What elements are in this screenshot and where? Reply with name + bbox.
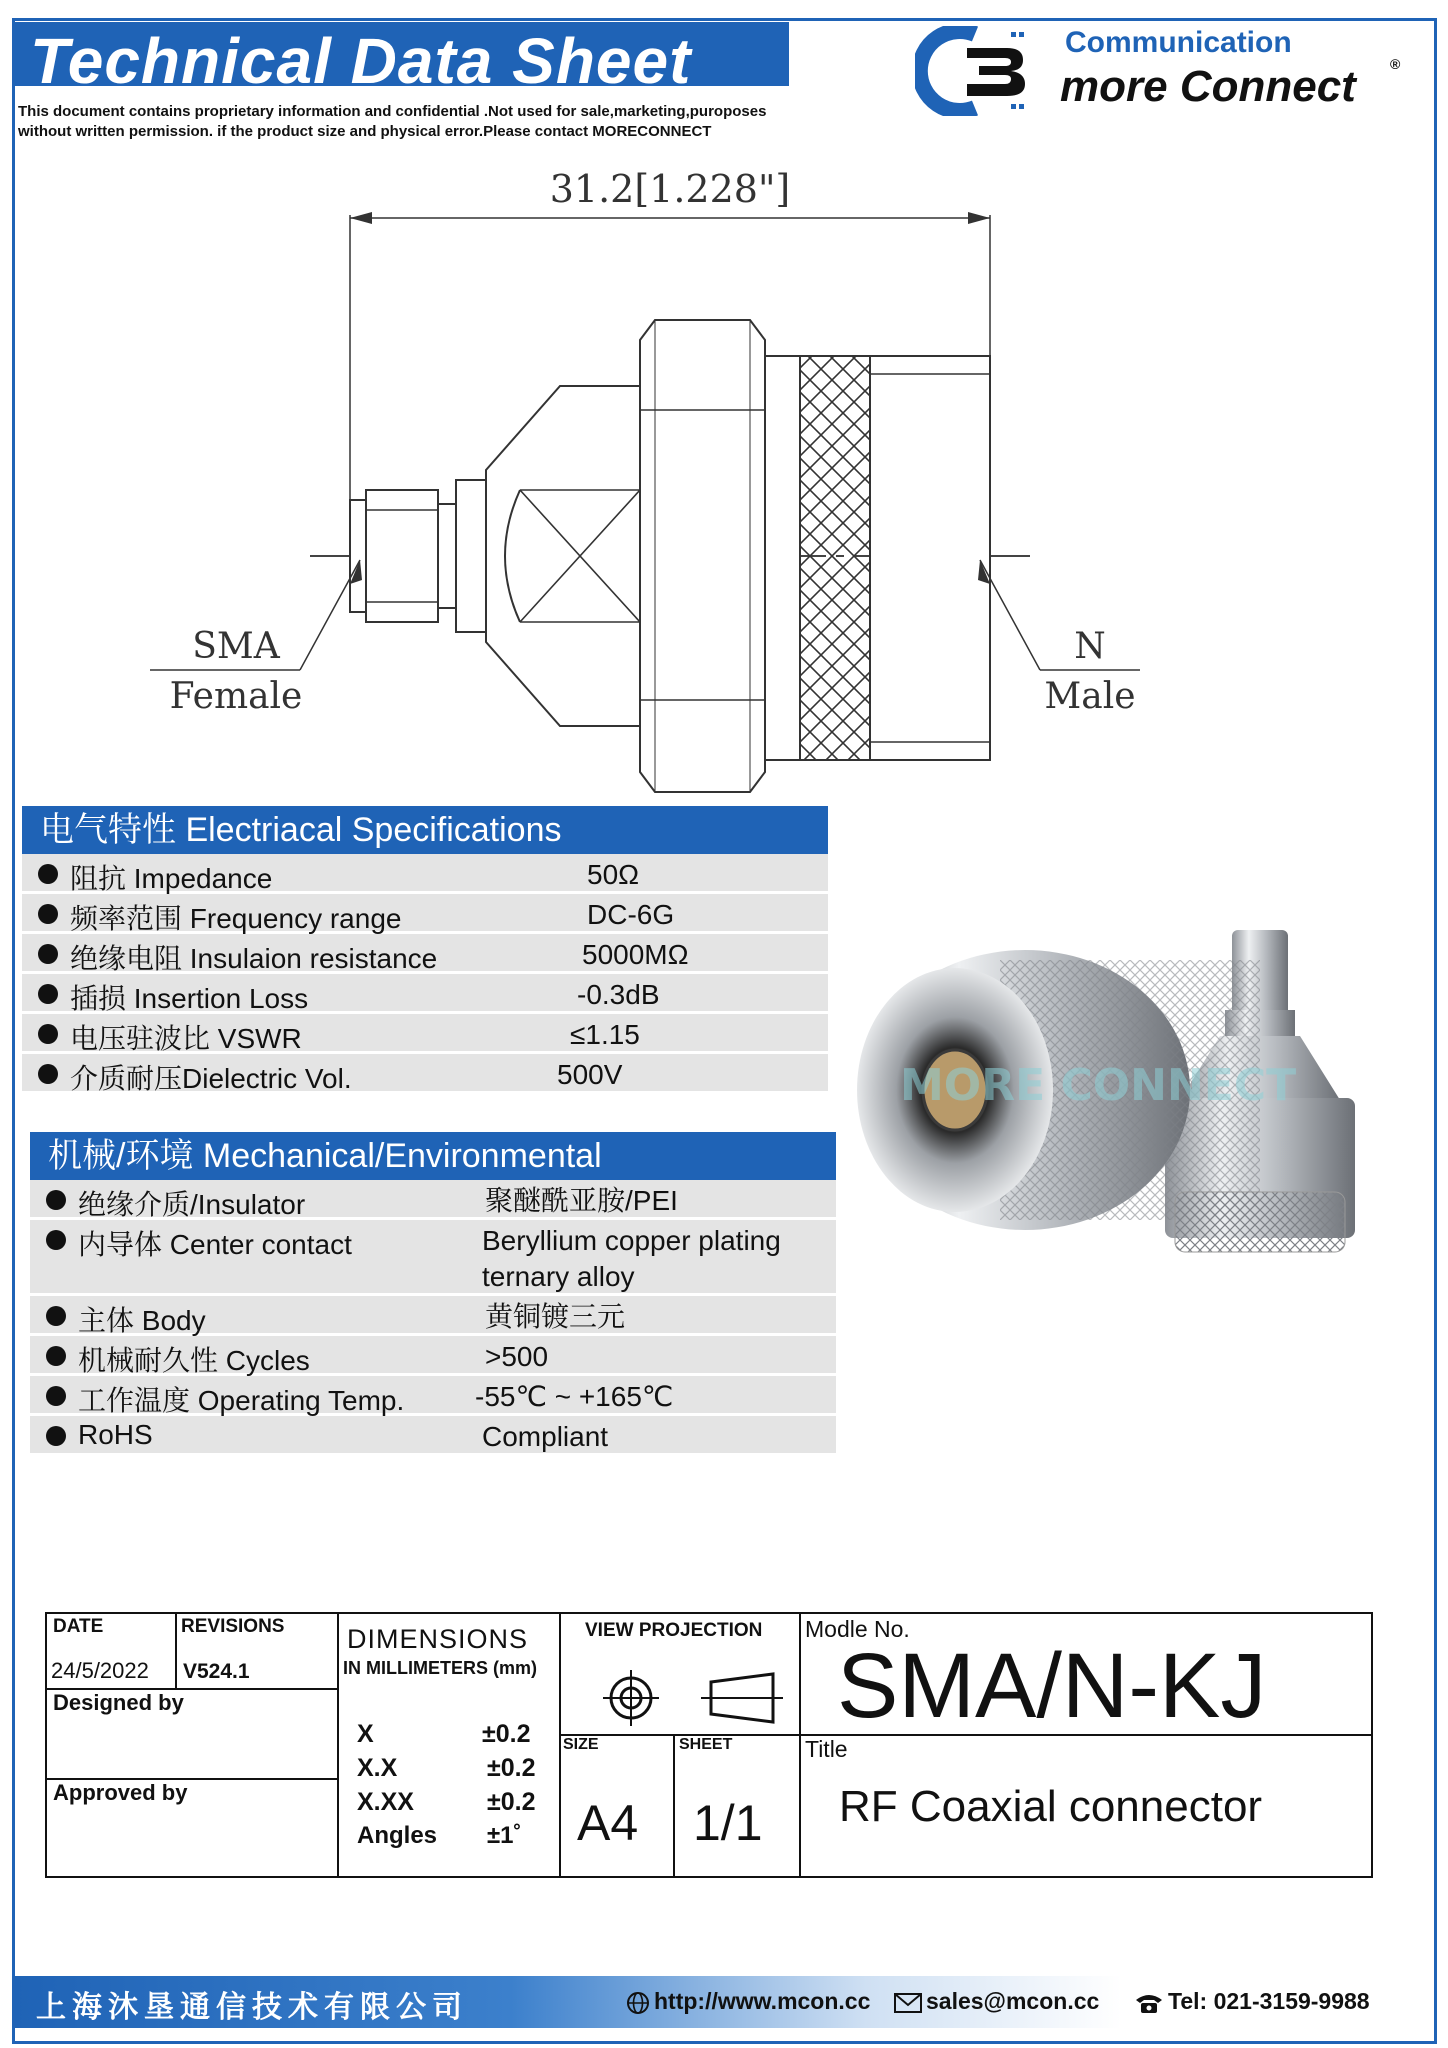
spec-label: 工作温度 Operating Temp. [78, 1385, 405, 1416]
spec-value: 5000MΩ [582, 939, 689, 970]
spec-label: 主体 Body [78, 1305, 206, 1336]
disclaimer-line-1: This document contains proprietary information and confidential .Not used for sale,marketing,puroposes [18, 103, 767, 120]
email-link[interactable] [894, 1988, 1099, 2015]
spec-value: DC-6G [587, 899, 675, 930]
bullet-icon [38, 944, 58, 964]
document-title: Technical Data Sheet [30, 25, 692, 97]
spec-value: 500V [557, 1059, 623, 1090]
phone-contact [1134, 1988, 1370, 2015]
registered-mark: ® [1390, 56, 1401, 72]
photo-watermark: MORE CONNECT [900, 1060, 1297, 1111]
bullet-icon [38, 984, 58, 1004]
n-label: N [1074, 626, 1106, 667]
disclaimer-line-2: without written permission. if the product size and physical error.Please contact MORECONNECT [18, 123, 712, 140]
spec-row [22, 854, 828, 894]
spec-label: 阻抗 Impedance [70, 863, 273, 894]
spec-label: 机械耐久性 Cycles [78, 1345, 310, 1376]
revisions-label: REVISIONS [181, 1616, 285, 1637]
spec-label: 频率范围 Frequency range [70, 903, 402, 934]
spec-label: 插损 Insertion Loss [70, 983, 309, 1014]
website-link[interactable] [626, 1988, 870, 2015]
spec-row [30, 1220, 836, 1296]
spec-row [30, 1376, 836, 1416]
spec-row [30, 1336, 836, 1376]
date-value: 24/5/2022 [51, 1658, 149, 1683]
disclaimer [18, 102, 818, 142]
bullet-icon [46, 1386, 66, 1406]
view-projection-label: VIEW PROJECTION [585, 1620, 763, 1641]
male-label: Male [1044, 676, 1136, 717]
size-label: SIZE [563, 1736, 599, 1753]
spec-label: 绝缘电阻 Insulaion resistance [70, 943, 438, 974]
title-bar [14, 22, 789, 97]
mail-icon [894, 1992, 922, 2014]
revisions-value: V524.1 [183, 1660, 250, 1683]
spec-row [22, 1014, 828, 1054]
spec-value: -0.3dB [577, 979, 660, 1010]
connector-drawing [150, 160, 1160, 800]
spec-label: 绝缘介质/Insulator [78, 1189, 306, 1220]
female-label: Female [169, 676, 303, 717]
spec-label: 介质耐压Dielectric Vol. [70, 1063, 352, 1094]
footer [14, 1976, 1434, 2028]
spec-value: Beryllium copper plating [482, 1225, 781, 1256]
bullet-icon [38, 864, 58, 884]
title-block [45, 1612, 1373, 1878]
tolerance-key: X [357, 1720, 374, 1748]
bullet-icon [38, 904, 58, 924]
tolerance-value: ±1˚ [487, 1822, 522, 1849]
model-value: SMA/N-KJ [837, 1635, 1267, 1737]
globe-icon [626, 1991, 650, 2015]
spec-value-continued: ternary alloy [482, 1261, 635, 1292]
mechanical-heading: 机械/环境 Mechanical/Environmental [30, 1132, 836, 1180]
tolerance-key: X.X [357, 1754, 398, 1782]
bullet-icon [46, 1426, 66, 1446]
title-label: Title [805, 1736, 848, 1762]
tolerance-value: ±0.2 [482, 1720, 531, 1748]
spec-row [30, 1416, 836, 1456]
sheet-value: 1/1 [693, 1795, 763, 1851]
bullet-icon [38, 1024, 58, 1044]
date-label: DATE [53, 1616, 104, 1637]
bullet-icon [46, 1346, 66, 1366]
title-value: RF Coaxial connector [839, 1782, 1263, 1831]
spec-label: RoHS [78, 1419, 153, 1450]
spec-value: Compliant [482, 1421, 609, 1452]
bullet-icon [38, 1064, 58, 1084]
units-label: IN MILLIMETERS (mm) [343, 1658, 537, 1678]
spec-row [22, 974, 828, 1014]
designed-by-label: Designed by [53, 1690, 184, 1715]
approved-by-label: Approved by [53, 1780, 188, 1805]
spec-value: -55℃ ~ +165℃ [475, 1381, 674, 1412]
spec-row [30, 1296, 836, 1336]
model-label: Modle No. [805, 1616, 910, 1642]
email-text: sales@mcon.cc [926, 1988, 1100, 2014]
spec-value: ≤1.15 [570, 1019, 640, 1050]
dimensions-label: DIMENSIONS [347, 1624, 529, 1654]
phone-icon [1134, 1992, 1164, 2014]
mechanical-specs [30, 1132, 836, 1456]
product-photo [840, 800, 1430, 1260]
spec-value: 聚醚酰亚胺/PEI [485, 1185, 678, 1216]
tolerance-key: X.XX [357, 1788, 414, 1816]
spec-value: 50Ω [587, 859, 640, 890]
spec-row [22, 934, 828, 974]
tolerance-value: ±0.2 [487, 1754, 536, 1782]
logo-subtitle: Communication [1065, 26, 1292, 59]
spec-label: 电压驻波比 VSWR [70, 1023, 302, 1054]
projection-symbol-icon [587, 1664, 787, 1730]
electrical-heading: 电气特性 Electriacal Specifications [22, 806, 828, 854]
phone-text: Tel: 021-3159-9988 [1168, 1988, 1370, 2014]
sma-label: SMA [192, 626, 280, 667]
dimension-label: 31.2[1.228"] [549, 167, 791, 211]
company-logo [915, 26, 1415, 116]
tolerance-value: ±0.2 [487, 1788, 536, 1816]
tolerance-key: Angles [357, 1822, 438, 1849]
spec-row [22, 894, 828, 934]
spec-value: >500 [485, 1341, 549, 1372]
electrical-specs [22, 806, 828, 1094]
logo-icon [915, 26, 1035, 116]
spec-label: 内导体 Center contact [78, 1229, 352, 1260]
spec-value: 黄铜镀三元 [485, 1301, 626, 1332]
bullet-icon [46, 1306, 66, 1326]
website-text: http://www.mcon.cc [654, 1988, 871, 2014]
spec-row [22, 1054, 828, 1094]
sheet-label: SHEET [679, 1736, 733, 1753]
size-value: A4 [577, 1795, 639, 1851]
bullet-icon [46, 1190, 66, 1210]
logo-name: more Connect [1060, 62, 1356, 111]
spec-row [30, 1180, 836, 1220]
company-name: 上海沐垦通信技术有限公司 [36, 1991, 468, 2024]
bullet-icon [46, 1230, 66, 1250]
